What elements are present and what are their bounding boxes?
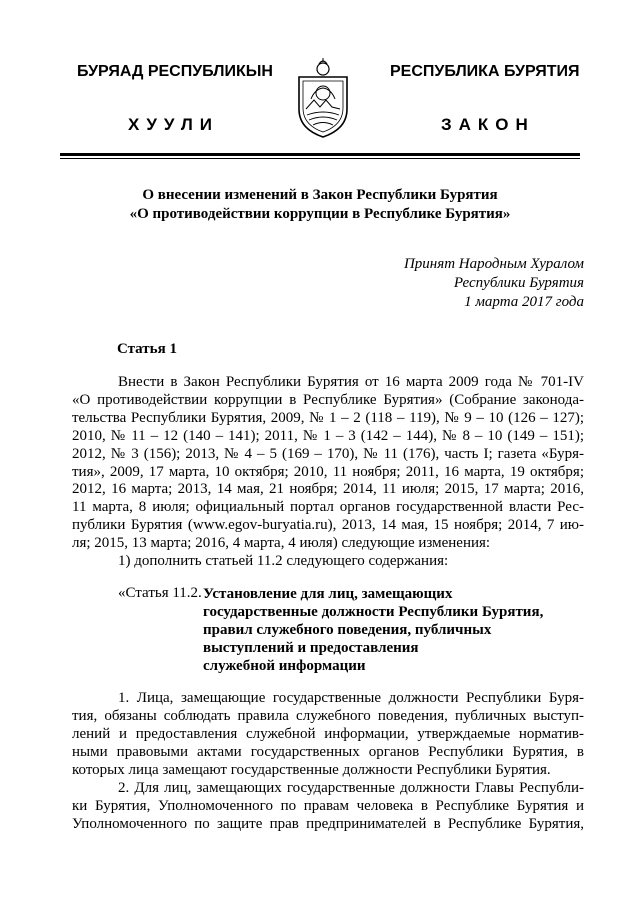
adopted-line-2: Республики Бурятия <box>453 275 584 291</box>
intro-line: тия», 2009, 17 марта, 10 октября; 2010, 11 ноября; 2011, 16 марта, 19 октября; <box>72 463 584 480</box>
intro-line: публики Бурятия (www.egov-buryatia.ru), 2013, 14 мая, 15 ноября; 2014, 7 ию- <box>72 517 584 534</box>
adoption-note <box>404 255 584 312</box>
intro-line: Внести в Закон Республики Бурятия от 16 марта 2009 года № 701-IV <box>118 374 584 390</box>
article-heading: Статья 1 <box>117 341 177 357</box>
part-2-line: Уполномоченного по защите прав предпринимателей в Республике Бурятия, <box>72 815 584 832</box>
item-1: 1) дополнить статьей 11.2 следующего содержания: <box>118 553 449 570</box>
header-divider-thin <box>60 158 580 159</box>
new-article-title-line: Установление для лиц, замещающих <box>203 586 453 602</box>
header-divider-thick <box>60 153 580 156</box>
adopted-line-3: 1 марта 2017 года <box>464 294 584 310</box>
new-article-label: «Статья 11.2. <box>118 585 202 601</box>
header-right-doc-type: ЗАКОН <box>441 115 535 134</box>
new-article-title-line: правил служебного поведения, публичных <box>203 622 492 638</box>
header-left-title: БУРЯАД РЕСПУБЛИКЫН <box>77 63 273 80</box>
header-right-title: РЕСПУБЛИКА БУРЯТИЯ <box>390 63 580 80</box>
part-2-line: 2. Для лиц, замещающих государственные должности Главы Республи- <box>118 780 584 796</box>
intro-line: «О противодействии коррупции в Республике Бурятия» (Собрание законода- <box>72 391 584 408</box>
part-1-paragraph <box>72 690 584 780</box>
new-article-title-line: государственные должности Республики Бурятия, <box>203 604 544 620</box>
part-1-line: тия, обязаны соблюдать правила служебного поведения, публичных выступ- <box>72 707 584 724</box>
intro-line: 2010, № 11 – 12 (140 – 141); 2011, № 1 – 3 (142 – 144), № 8 – 10 (149 – 151); <box>72 427 584 444</box>
part-1-line: ными правовыми актами государственных органов Республики Бурятия, в <box>72 743 584 760</box>
part-1-line: которых лица замещают государственные должности Республики Бурятия. <box>72 761 551 778</box>
part-1-line: лений и предоставления служебной информации, утверждаемые норматив- <box>72 725 584 742</box>
new-article-title-line: служебной информации <box>203 658 366 674</box>
intro-line: 2012, 16 марта; 2013, 14 мая, 21 ноября; 2014, 11 июля; 2015, 17 марта; 2016, <box>72 481 584 498</box>
part-2-paragraph <box>72 780 584 834</box>
intro-line: 11 марта, 8 июля; официальный портал органов государственной власти Рес- <box>72 499 584 516</box>
intro-line: тельства Республики Бурятия, 2009, № 1 – 2 (118 – 119), № 9 – 10 (126 – 127); <box>72 409 584 426</box>
document-title <box>60 186 580 224</box>
part-1-line: 1. Лица, замещающие государственные должности Республики Буря- <box>118 690 584 706</box>
title-line-2: «О противодействии коррупции в Республике Бурятия» <box>129 206 511 222</box>
header-left-doc-type: ХУУЛИ <box>128 115 219 134</box>
adopted-line-1: Принят Народным Хуралом <box>403 256 584 272</box>
intro-line: ля; 2015, 13 марта; 2016, 4 марта, 4 июля) следующие изменения: <box>72 535 491 552</box>
title-line-1: О внесении изменений в Закон Республики Бурятия <box>142 187 498 203</box>
part-2-line: ки Бурятия, Уполномоченного по правам человека в Республике Бурятия и <box>72 797 584 814</box>
new-article-title <box>203 585 543 675</box>
intro-paragraph <box>72 374 584 571</box>
new-article-title-line: выступлений и предоставления <box>203 640 419 656</box>
coat-of-arms-icon <box>295 57 351 139</box>
intro-line: 2012, № 3 (156); 2013, № 4 – 5 (169 – 170), № 11 (176), часть I; газета «Буря- <box>72 445 584 462</box>
